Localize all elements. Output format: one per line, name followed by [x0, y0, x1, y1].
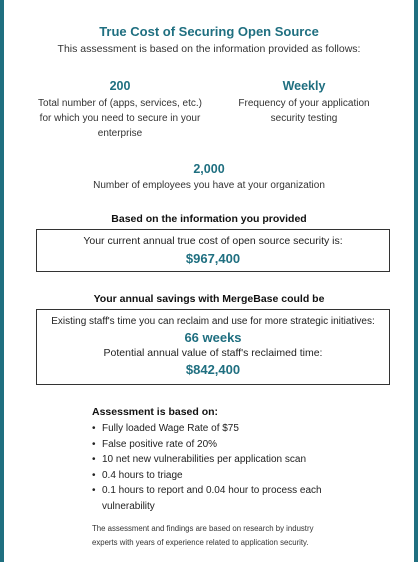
current-cost-box	[36, 229, 390, 272]
page-subtitle: This assessment is based on the information provided as follows:	[57, 43, 361, 55]
footnote-line: The assessment and findings are based on research by industry	[92, 524, 314, 533]
reclaim-value: $842,400	[185, 362, 241, 377]
assessment-footnote	[92, 522, 352, 550]
assessment-item	[92, 437, 352, 453]
assessment-item-text: Fully loaded Wage Rate of $75	[102, 423, 239, 434]
current-cost-heading: Based on the information you provided	[111, 213, 307, 225]
apps-count-value: 200	[109, 79, 131, 93]
page-title: True Cost of Securing Open Source	[99, 24, 319, 39]
employees-description: Number of employees you have at your organization	[93, 180, 325, 191]
apps-description-line: for which you need to secure in your	[39, 113, 201, 124]
bullet-icon: •	[92, 438, 96, 450]
assessment-item	[92, 468, 352, 484]
bullet-icon: •	[92, 454, 96, 465]
reclaim-value-label: Potential annual value of staff's reclaimed time:	[103, 347, 323, 359]
assessment-section	[92, 406, 352, 550]
bullet-icon: •	[92, 423, 96, 434]
bullet-icon: •	[92, 485, 96, 496]
footnote-line: experts with years of experience related to application security.	[92, 538, 309, 547]
current-cost-label: Your current annual true cost of open source security is:	[83, 235, 343, 247]
reclaim-time-label: Existing staff's time you can reclaim and use for more strategic initiatives:	[51, 316, 375, 327]
apps-description-line: Total number of (apps, services, etc.)	[38, 98, 202, 109]
savings-heading: Your annual savings with MergeBase could be	[93, 293, 325, 305]
assessment-heading: Assessment is based on:	[92, 406, 219, 418]
frequency-description-line: Frequency of your application	[238, 98, 370, 109]
apps-count-description	[24, 96, 216, 141]
assessment-item	[92, 421, 352, 437]
assessment-item-text-continued: vulnerability	[102, 500, 155, 512]
assessment-list	[92, 421, 352, 514]
employees-value: 2,000	[193, 162, 225, 176]
frequency-value: Weekly	[282, 79, 326, 93]
reclaim-time-value: 66 weeks	[184, 330, 242, 345]
savings-box	[36, 309, 390, 385]
frequency-description	[216, 96, 392, 126]
assessment-item-text: 0.4 hours to triage	[102, 469, 183, 481]
assessment-item-text: False positive rate of 20%	[102, 438, 218, 450]
assessment-item	[92, 483, 352, 514]
assessment-item-text: 10 net new vulnerabilities per application scan	[102, 454, 307, 465]
bullet-icon: •	[92, 469, 96, 481]
assessment-item	[92, 452, 352, 468]
assessment-item-text: 0.1 hours to report and 0.04 hour to process each	[102, 485, 322, 496]
frequency-description-line: security testing	[270, 113, 338, 124]
current-cost-value: $967,400	[185, 251, 241, 266]
apps-description-line: enterprise	[97, 128, 143, 139]
